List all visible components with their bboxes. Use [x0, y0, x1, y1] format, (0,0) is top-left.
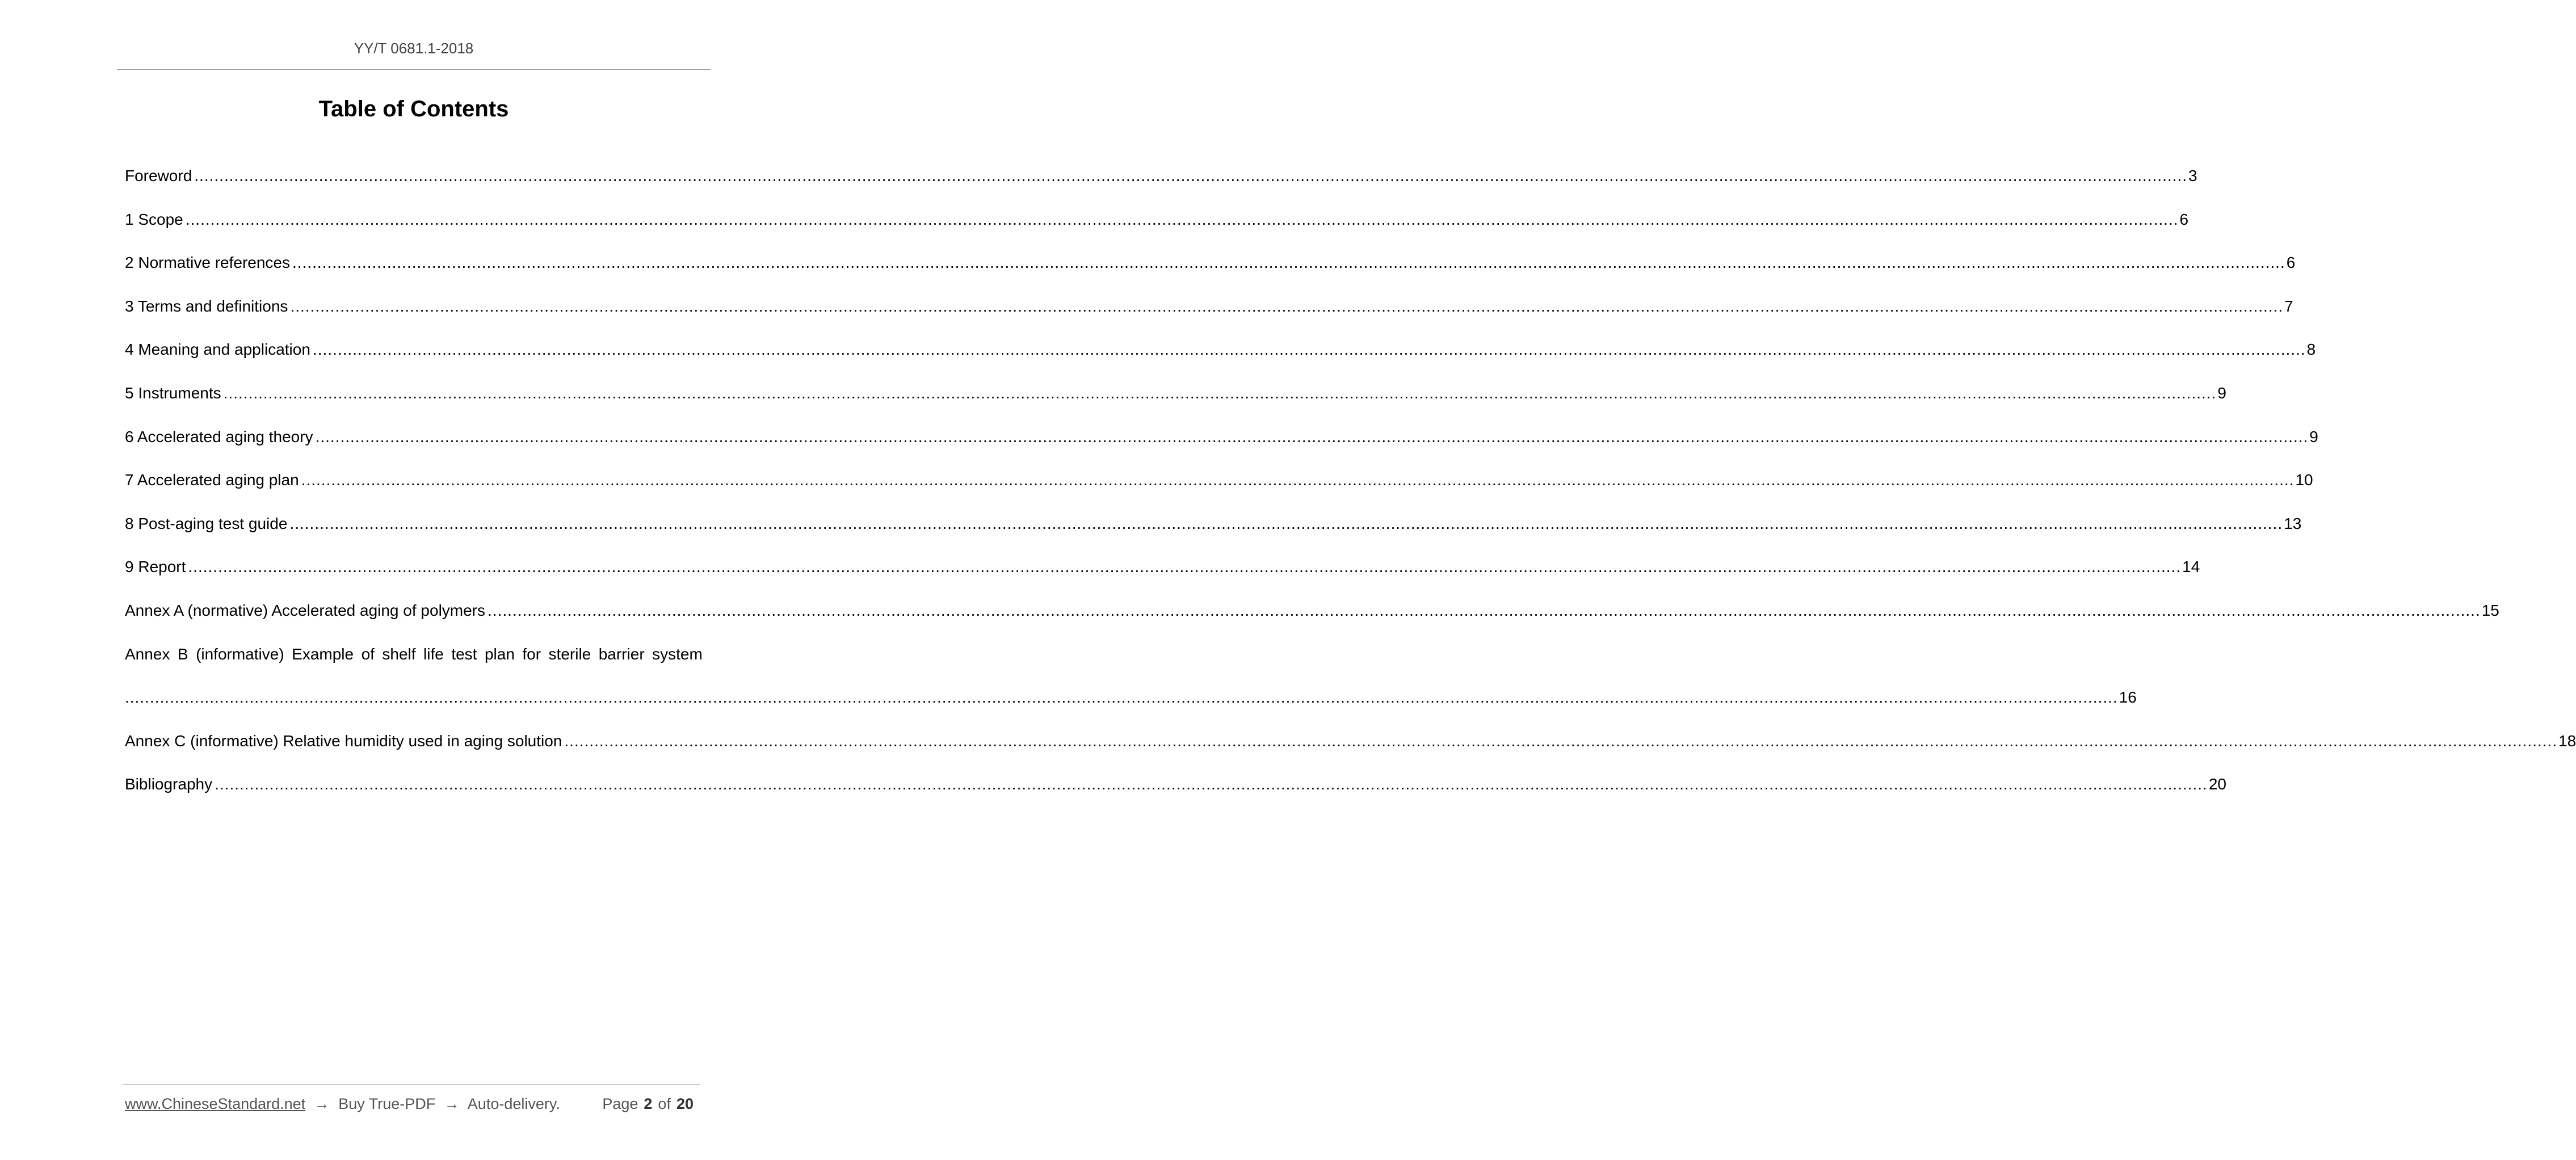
dot-leader: ................................................................................................................................................................................................................................................................................................................................................................................................................ [315, 427, 2309, 445]
total-pages-number: 20 [676, 1095, 694, 1112]
toc-entry-label-word: barrier [598, 645, 645, 663]
toc-entry-page: 7 [2284, 297, 2293, 315]
dot-leader: ................................................................................................................................................................................................................................................................................................................................................................................................................ [188, 558, 2182, 576]
toc-entry-label-word: test [451, 645, 477, 663]
toc-entry-scope[interactable] [125, 206, 2189, 250]
toc-entry-label: 9 Report [125, 558, 186, 576]
toc-entry-page: 6 [2179, 210, 2189, 228]
dot-leader: ................................................................................................................................................................................................................................................................................................................................................................................................................ [312, 341, 2306, 359]
toc-entry-label: 4 Meaning and application [125, 341, 310, 359]
toc-entry-terms-definitions[interactable] [125, 293, 2293, 337]
right-arrow-icon: → [314, 1095, 330, 1112]
toc-entry-page: 3 [2188, 167, 2197, 184]
toc-entry-page: 14 [2182, 558, 2200, 576]
dot-leader: ................................................................................................................................................................................................................................................................................................................................................................................................................ [292, 254, 2285, 272]
document-id-header: YY/T 0681.1-2018 [354, 40, 474, 57]
toc-entry-label-word: Example [292, 645, 354, 663]
toc-entry-label: 1 Scope [125, 210, 183, 228]
toc-entry-foreword[interactable] [125, 162, 2197, 206]
footer-divider [123, 1084, 700, 1085]
dot-leader: ................................................................................................................................................................................................................................................................................................................................................................................................................ [185, 210, 2179, 228]
toc-entry-label-word: plan [484, 645, 515, 663]
toc-entry-post-aging-test-guide[interactable] [125, 510, 2302, 554]
dot-leader: ................................................................................................................................................................................................................................................................................................................................................................................................................ [290, 297, 2284, 315]
toc-entry-aging-theory[interactable] [125, 423, 2318, 467]
toc-entry-annex-c[interactable] [125, 728, 2576, 771]
toc-entry-label: 6 Accelerated aging theory [125, 427, 313, 445]
toc-entry-instruments[interactable] [125, 380, 2226, 423]
table-of-contents [125, 162, 2576, 814]
toc-entry-continuation [125, 684, 2137, 728]
toc-entry-report[interactable] [125, 553, 2200, 597]
toc-entry-label: Annex A (normative) Accelerated aging of polymers [125, 601, 486, 619]
toc-entry-label-word: shelf [382, 645, 416, 663]
page-indicator [602, 1095, 699, 1113]
website-link[interactable]: www.ChineseStandard.net [125, 1095, 306, 1112]
toc-entry-label-word: system [652, 645, 703, 663]
toc-entry-page: 20 [2208, 775, 2226, 793]
toc-entry-label: 8 Post-aging test guide [125, 514, 288, 532]
dot-leader: ................................................................................................................................................................................................................................................................................................................................................................................................................ [215, 775, 2208, 793]
toc-entry-bibliography[interactable] [125, 771, 2226, 814]
toc-entry-page: 16 [2119, 688, 2137, 707]
toc-entry-page: 13 [2284, 514, 2302, 532]
page-title: Table of Contents [318, 96, 509, 121]
toc-entry-label: 3 Terms and definitions [125, 297, 288, 315]
toc-entry-label: 2 Normative references [125, 254, 291, 272]
toc-entry-page: 6 [2286, 254, 2296, 272]
current-page-number: 2 [644, 1095, 653, 1112]
toc-entry-page: 18 [2558, 732, 2576, 750]
dot-leader: ................................................................................................................................................................................................................................................................................................................................................................................................................ [194, 167, 2187, 184]
toc-entry-annex-b[interactable] [125, 641, 2137, 728]
toc-entry-meaning-application[interactable] [125, 336, 2316, 380]
toc-entry-annex-a[interactable] [125, 597, 2499, 641]
header-divider [117, 69, 711, 70]
page-footer [125, 1095, 699, 1113]
toc-entry-label-justified [125, 641, 703, 684]
toc-entry-page: 8 [2306, 341, 2316, 359]
of-word: of [658, 1095, 671, 1112]
toc-entry-label: Annex C (informative) Relative humidity used in aging solution [125, 732, 562, 750]
toc-entry-label: Bibliography [125, 775, 213, 793]
dot-leader: ................................................................................................................................................................................................................................................................................................................................................................................................................ [301, 471, 2295, 489]
toc-entry-page: 9 [2309, 427, 2318, 445]
toc-entry-label: 7 Accelerated aging plan [125, 471, 299, 489]
footer-promo [125, 1095, 560, 1113]
dot-leader: ................................................................................................................................................................................................................................................................................................................................................................................................................ [125, 688, 2118, 707]
toc-entry-label-word: (informative) [196, 645, 284, 663]
toc-entry-page: 15 [2481, 601, 2499, 619]
dot-leader: ................................................................................................................................................................................................................................................................................................................................................................................................................ [289, 514, 2283, 532]
auto-delivery-text: Auto-delivery. [467, 1095, 560, 1112]
toc-entry-label-word: for [522, 645, 541, 663]
toc-entry-page: 10 [2295, 471, 2313, 489]
dot-leader: ................................................................................................................................................................................................................................................................................................................................................................................................................ [488, 601, 2481, 619]
right-arrow-icon: → [444, 1095, 460, 1112]
toc-entry-label-word: of [361, 645, 375, 663]
toc-entry-label: 5 Instruments [125, 384, 221, 402]
toc-entry-label: Foreword [125, 167, 192, 184]
toc-entry-normative-references[interactable] [125, 249, 2296, 293]
toc-entry-label-word: sterile [548, 645, 591, 663]
page-word: Page [602, 1095, 638, 1112]
dot-leader: ................................................................................................................................................................................................................................................................................................................................................................................................................ [564, 732, 2558, 750]
toc-entry-label-word: B [177, 645, 188, 663]
dot-leader: ................................................................................................................................................................................................................................................................................................................................................................................................................ [223, 384, 2217, 402]
toc-entry-aging-plan[interactable] [125, 466, 2313, 510]
toc-entry-page: 9 [2217, 384, 2226, 402]
buy-pdf-text: Buy True-PDF [338, 1095, 436, 1112]
toc-entry-label-word: Annex [125, 645, 170, 663]
toc-entry-label-word: life [423, 645, 444, 663]
